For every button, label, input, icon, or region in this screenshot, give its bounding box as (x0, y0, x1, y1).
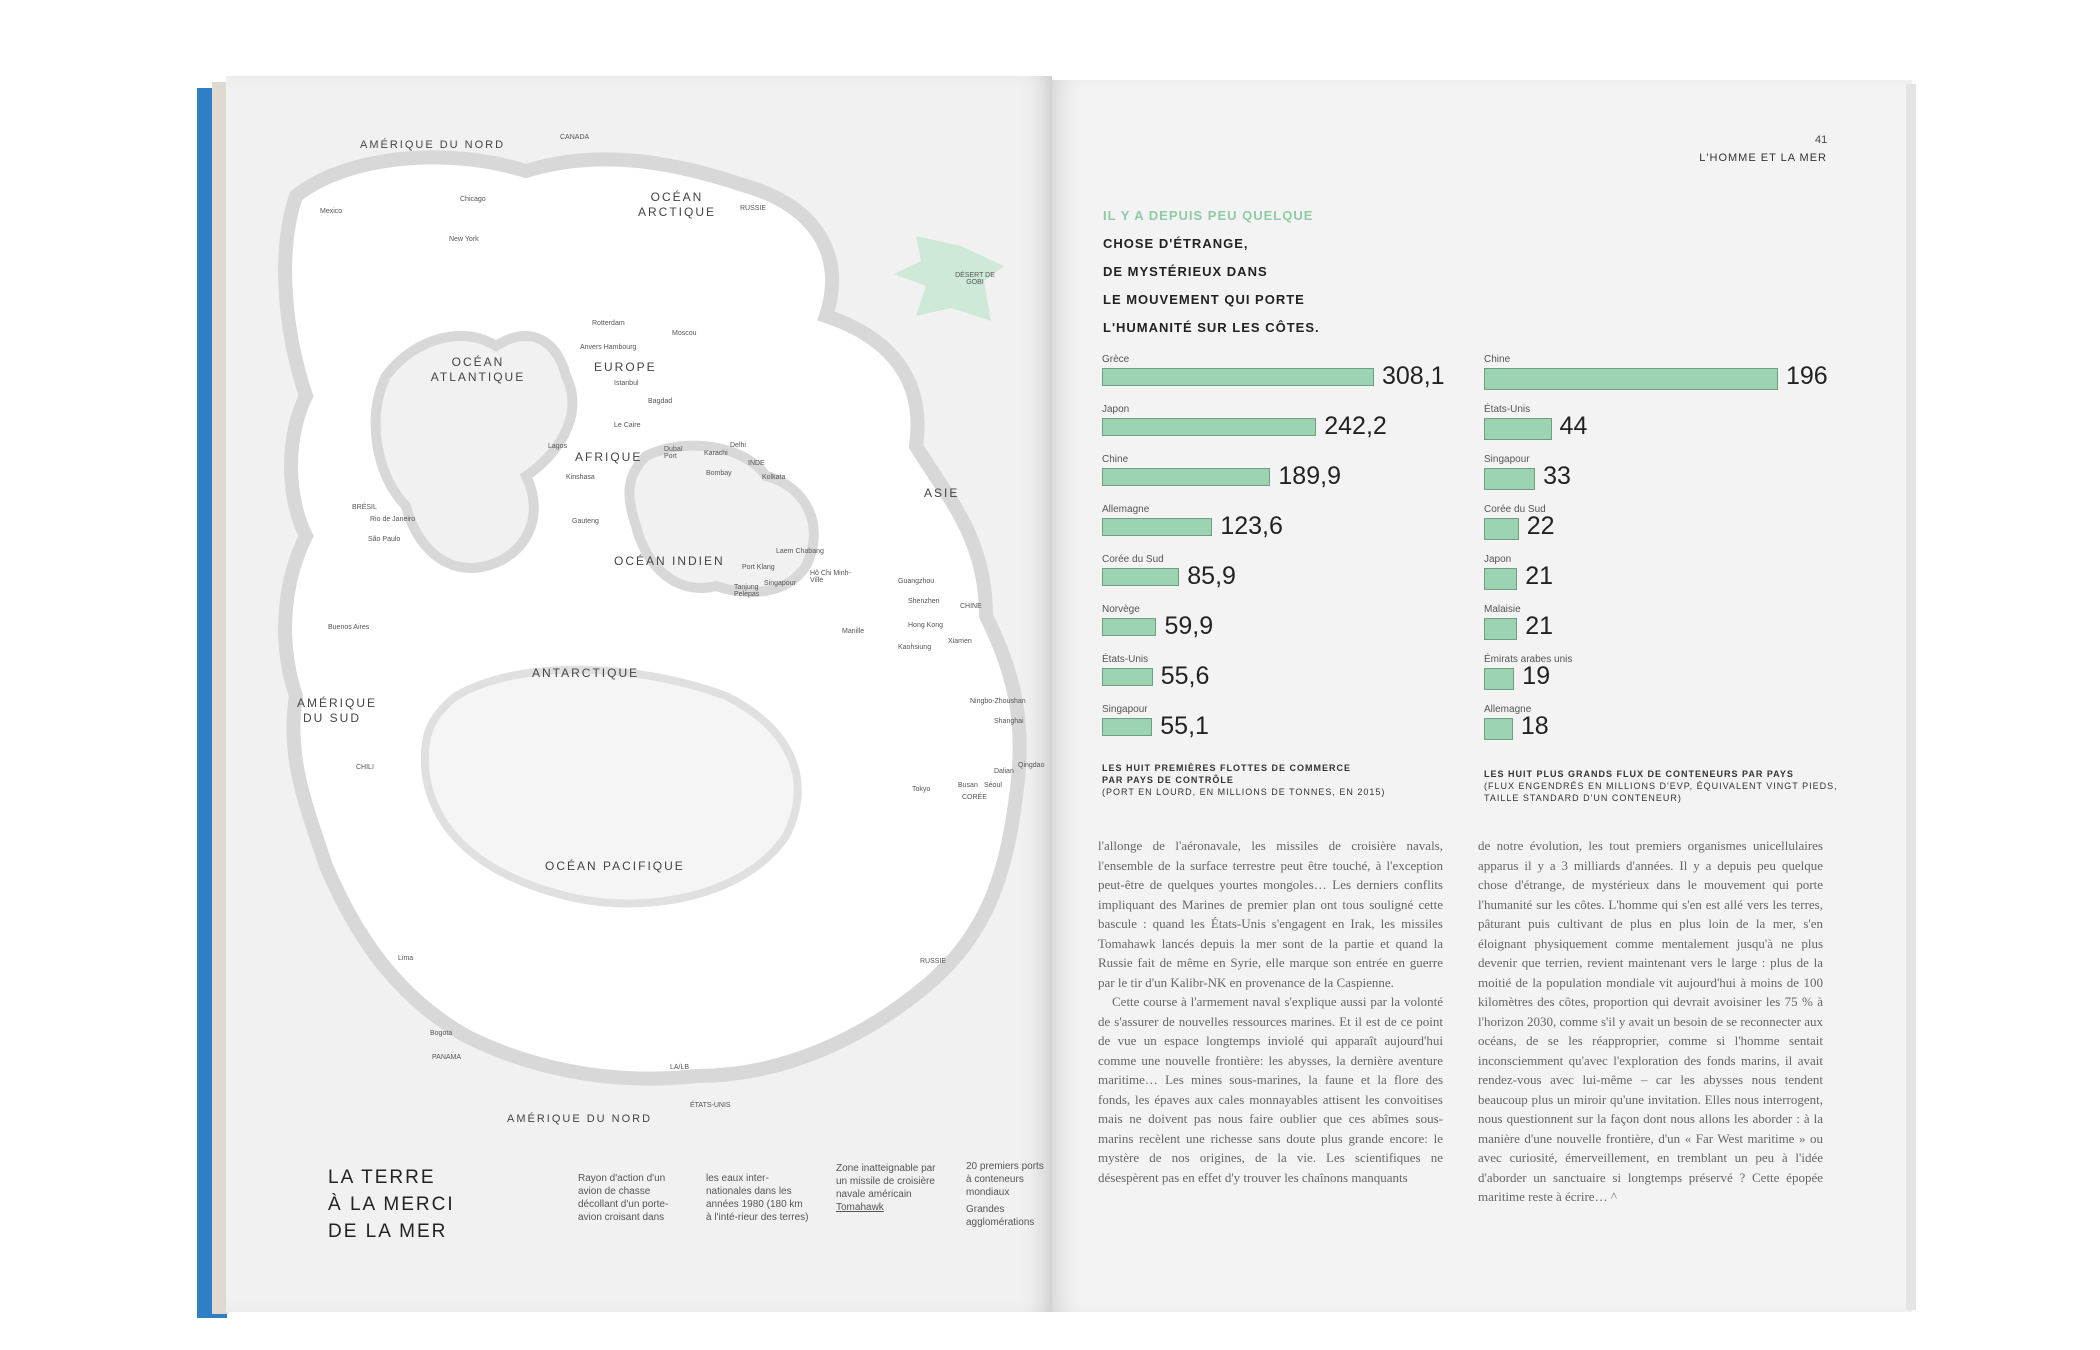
bar-category-label: Japon (1102, 404, 1130, 415)
bar (1484, 518, 1519, 540)
bar (1102, 368, 1374, 386)
bar (1484, 668, 1514, 690)
city-label: Lima (398, 955, 414, 962)
caption-line: PAR PAYS DE CONTRÔLE (1102, 775, 1234, 785)
bar-value-label: 19 (1522, 662, 1551, 690)
city-label: Lagos (548, 443, 568, 450)
intro-line: LE MOUVEMENT QUI PORTE (1103, 292, 1305, 307)
bar-value-label: 22 (1526, 512, 1555, 540)
city-label: New York (449, 236, 479, 243)
map-label: CHINE (960, 603, 982, 610)
map-label: CHILI (356, 764, 374, 771)
bar-category-label: Grèce (1102, 354, 1130, 365)
intro-line: L'HUMANITÉ SUR LES CÔTES. (1103, 320, 1320, 335)
map-label: AFRIQUE (575, 450, 643, 464)
bar-value-label: 44 (1559, 412, 1588, 440)
map-label: INDE (748, 460, 765, 467)
map-label: ANTARCTIQUE (532, 666, 640, 680)
bar-value-label: 85,9 (1187, 562, 1236, 590)
city-label: LA/LB (670, 1064, 690, 1071)
map-label: RUSSIE (740, 205, 767, 212)
bar-value-label: 308,1 (1382, 362, 1445, 390)
bar (1484, 568, 1517, 590)
caption-line: (PORT EN LOURD, EN MILLIONS DE TONNES, EN 2015) (1102, 787, 1386, 797)
city-label: Istanbul (614, 380, 639, 387)
legend-item (966, 1160, 1046, 1229)
city-label: Manille (842, 628, 865, 635)
city-label: Bagdad (648, 398, 673, 405)
bar-category-label: Corée du Sud (1102, 554, 1164, 565)
bar-value-label: 196 (1786, 362, 1828, 390)
map-label: PANAMA (432, 1054, 462, 1061)
bar-value-label: 33 (1543, 462, 1571, 490)
bar-category-label: Chine (1102, 454, 1129, 465)
body-paragraph: l'allonge de l'aéronavale, les missiles de croisière navals, l'ensemble de la surface terrestre peut être touché, à l'exception peut-être de quelques yourtes mongoles… Les derniers conflits impliquant des Marines de premier plan ont tous souligné cette bascule : quand les États-Unis s'engagent en Irak, les missiles Tomahawk lancés depuis la mer sont de la partie et quand la Russie fait de même en Syrie, elle marque son entrée en guerre par le tir d'un Kalibr-NK en provenance de la Caspienne. (1098, 838, 1443, 990)
bar-category-label: Corée du Sud (1484, 504, 1546, 515)
map-label: AMÉRIQUE DU SUD (297, 696, 378, 725)
map-label: OCÉAN ARCTIQUE (637, 190, 716, 219)
legend-text: Zone inatteignable par un missile de croisière navale américain (836, 1163, 936, 1200)
intro-line: IL Y A DEPUIS PEU QUELQUE (1103, 208, 1314, 223)
bar (1484, 418, 1552, 440)
bar (1102, 468, 1270, 486)
bar-category-label: Allemagne (1484, 704, 1532, 715)
city-label: Tanjung Pelepas (734, 584, 760, 598)
city-label: Shenzhen (908, 598, 940, 605)
city-label: Delhi (730, 442, 746, 449)
continent-outline (285, 157, 1020, 1078)
city-label: Singapour (764, 580, 796, 587)
legend-text: 20 premiers ports à conteneurs mondiaux (966, 1161, 1044, 1198)
section-title: L'HOMME ET LA MER (1699, 152, 1827, 164)
city-label: Xiamen (948, 638, 972, 645)
bar-category-label: États-Unis (1102, 654, 1149, 665)
city-label: Ningbo-Zhoushan (970, 698, 1026, 705)
map-label: AMÉRIQUE DU NORD (360, 139, 506, 151)
city-label: Dubaï Port (664, 446, 683, 460)
city-label: Guangzhou (898, 578, 935, 585)
bar-category-label: États-Unis (1484, 404, 1531, 415)
legend-text: Grandes agglomérations (966, 1204, 1035, 1228)
intro-line: CHOSE D'ÉTRANGE, (1103, 236, 1249, 251)
caption-line: TAILLE STANDARD D'UN CONTENEUR) (1484, 793, 1682, 803)
bar-value-label: 242,2 (1324, 412, 1387, 440)
bar-category-label: Chine (1484, 354, 1511, 365)
map-label: ASIE (924, 486, 960, 500)
intro-quote (1103, 202, 1320, 342)
legend-text: Tomahawk (836, 1202, 884, 1213)
bar (1484, 618, 1517, 640)
bar-value-label: 189,9 (1278, 462, 1341, 490)
body-paragraph: de notre évolution, les tout premiers organismes unicellulaires apparus il y a 3 milliards d'années. Il y a depuis peu quelque chose d'étrange, de mystérieux dans le mouvement qui porte l'humanité sur les côtes. L'homme qui s'en est allé vers les terres, pâturant puis cultivant de plus en plus loin de la mer, s'en éloignant physiquement comme mentalement jusqu'à ne plus devenir que terrien, revient maintenant vers le large : plus de la moitié de la population mondiale vit aujourd'hui à moins de 100 kilomètres des côtes, proportion qui devrait avoisiner les 75 % à l'horizon 2030, comme s'il y avait un besoin de se reconnecter aux océans, de se les réapproprier, comme si l'homme sentait inconsciemment qu'avec l'exploration des fonds marins, il avait rendez-vous avec lui-même – car les abysses nous tendent beaucoup plus un miroir qu'une invitation. Elles nous interrogent, nous questionnent sur la façon dont nous allons les aborder : à la manière d'une nouvelle frontière, d'un « Far West maritime » ou avec curiosité, émerveillement, en tremblant un peu à l'idée d'aborder un sanctuaire si longtemps préservé ? Cette épopée maritime reste à écrire… ^ (1478, 838, 1823, 1204)
chart-caption-left (1102, 762, 1385, 798)
body-column-right (1478, 836, 1823, 1207)
map-title-line: DE LA MER (328, 1221, 448, 1242)
bar (1102, 518, 1212, 536)
map-label: RUSSIE (920, 958, 947, 965)
city-label: Hong Kong (908, 622, 944, 629)
city-label: Shanghai (994, 718, 1024, 725)
intro-line: DE MYSTÉRIEUX DANS (1103, 264, 1268, 279)
legend-item: Rayon d'action d'un avion de chasse décollant d'un porte-avion croisant dans (578, 1173, 669, 1223)
city-label: Laem Chabang (776, 548, 824, 555)
bar-category-label: Émirats arabes unis (1484, 654, 1573, 665)
chart-caption-right (1484, 768, 1838, 804)
bar (1484, 468, 1535, 490)
map-label: OCÉAN ATLANTIQUE (430, 355, 526, 384)
city-label: São Paulo (368, 536, 401, 543)
city-label: Qingdao (1018, 762, 1045, 769)
city-label: Mexico (320, 208, 343, 215)
city-label: Port Klang (742, 564, 775, 571)
city-label: Anvers Hambourg (580, 344, 637, 351)
bar-category-label: Singapour (1484, 454, 1530, 465)
bar (1484, 368, 1778, 390)
city-label: Rotterdam (592, 320, 625, 327)
map-label: OCÉAN INDIEN (614, 554, 725, 568)
page-number: 41 (1815, 134, 1828, 146)
map-title-line: LA TERRE (328, 1167, 436, 1188)
bar-value-label: 21 (1525, 562, 1554, 590)
city-label: Kaohsiung (898, 644, 932, 651)
bar (1102, 718, 1152, 736)
bar (1102, 618, 1156, 636)
map-title-line: À LA MERCI (328, 1194, 455, 1215)
bar-value-label: 59,9 (1164, 612, 1214, 640)
bar (1102, 568, 1179, 586)
bar (1484, 718, 1513, 740)
bar-value-label: 18 (1520, 712, 1549, 740)
city-label: Bogota (430, 1030, 453, 1037)
caption-line: LES HUIT PREMIÈRES FLOTTES DE COMMERCE (1102, 763, 1352, 773)
map-label: AMÉRIQUE DU NORD (507, 1113, 653, 1125)
map-label: CANADA (560, 134, 590, 141)
world-map (226, 76, 1052, 1156)
map-label: ÉTATS-UNIS (690, 1102, 731, 1109)
map-label: OCÉAN PACIFIQUE (545, 859, 685, 873)
city-label: Moscou (672, 330, 697, 337)
city-label: Karachi (704, 450, 728, 457)
body-column-left (1098, 836, 1443, 1187)
legend-item: les eaux inter-nationales dans les années 1980 (180 km à l'inté-rieur des terres) (706, 1173, 809, 1223)
city-label: Gauteng (572, 518, 599, 525)
bar-value-label: 21 (1525, 612, 1554, 640)
body-paragraph: Cette course à l'armement naval s'explique aussi par la volonté de s'assurer de nouvelles ressources marines. Et il est de ce point de vue un espace longtemps inviolé qui apparaît aujourd'hui comme une nouvelle frontière: les abysses, la dernière aventure maritime… Les mines sous-marines, la faune et la flore des fonds, les épaves aux cales monnayables attisent les convoitises mais ne doivent pas nous faire oublier que ces abîmes sous-marins recèlent une richesse sans doute plus grande encore: le mystère de nos origines, de la vie. Les scientifiques ne désespèrent pas en effet d'y trouver les chaînons manquants (1098, 994, 1443, 1185)
map-label: DÉSERT DE GOBI (955, 272, 995, 286)
city-label: Rio de Janeiro (370, 516, 416, 523)
right-page-edge (1906, 84, 1916, 1310)
bar-category-label: Japon (1484, 554, 1512, 565)
caption-line: LES HUIT PLUS GRANDS FLUX DE CONTENEURS PAR PAYS (1484, 769, 1794, 779)
bar-value-label: 55,6 (1160, 662, 1210, 690)
city-label: Buenos Aires (328, 624, 370, 631)
city-label: Busan (958, 782, 978, 789)
bar-category-label: Singapour (1102, 704, 1148, 715)
bar-value-label: 123,6 (1220, 512, 1283, 540)
city-label: Chicago (460, 196, 486, 203)
city-label: Kolkata (762, 474, 786, 481)
city-label: Le Caire (614, 422, 641, 429)
map-label: EUROPE (594, 360, 657, 374)
city-label: Kinshasa (566, 474, 595, 481)
caption-line: (FLUX ENGENDRÉS EN MILLIONS D'EVP, ÉQUIVALENT VINGT PIEDS, (1484, 781, 1838, 791)
legend-item (836, 1162, 941, 1214)
city-label: Hô Chi Minh-Ville (810, 570, 851, 584)
city-label: Tokyo (912, 786, 931, 793)
city-label: Bombay (706, 470, 732, 477)
map-title (328, 1164, 508, 1245)
bar (1102, 668, 1153, 686)
bar-value-label: 55,1 (1160, 712, 1209, 740)
bar-category-label: Allemagne (1102, 504, 1150, 515)
bar-category-label: Malaisie (1484, 604, 1521, 615)
bar-category-label: Norvège (1102, 604, 1140, 615)
map-label: CORÉE (962, 794, 987, 801)
city-label: Séoul (984, 782, 1002, 789)
bar (1102, 418, 1316, 436)
map-label: BRÉSIL (352, 504, 377, 511)
city-label: Dalian (994, 768, 1014, 775)
